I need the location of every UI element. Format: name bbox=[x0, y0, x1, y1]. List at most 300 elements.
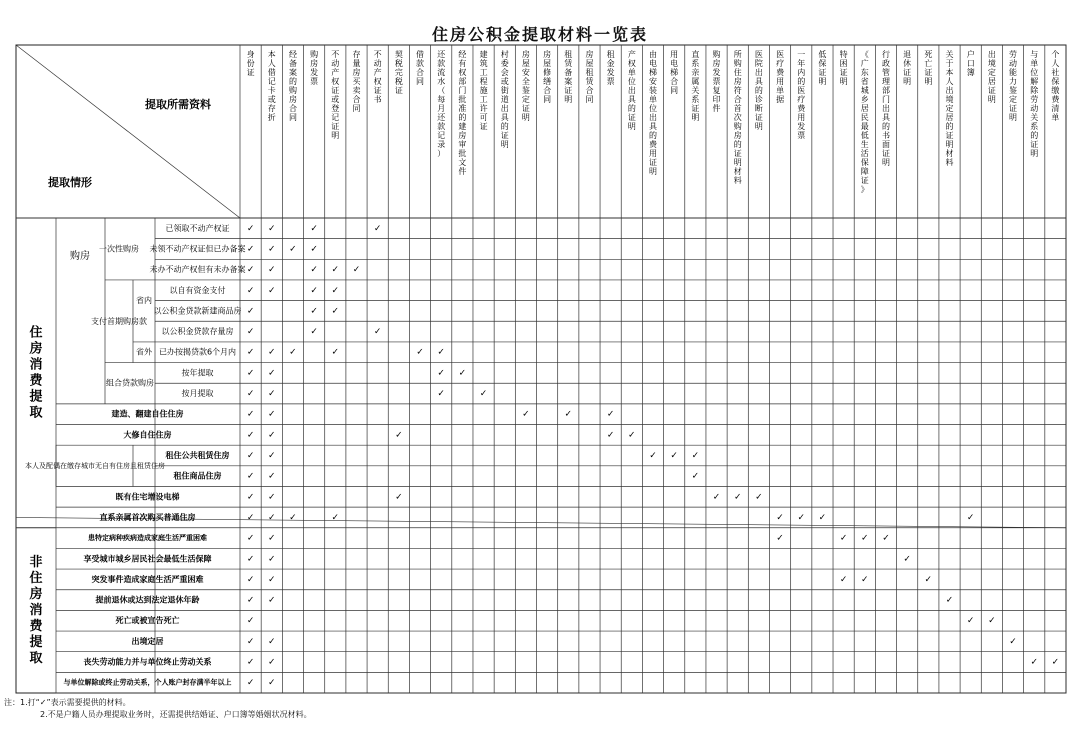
column-header-char: 修 bbox=[543, 68, 552, 77]
column-header-char: 会 bbox=[500, 68, 509, 77]
column-header-char: 的 bbox=[754, 86, 763, 95]
column-header-char: 证 bbox=[331, 86, 340, 95]
column-header-char: 定 bbox=[1009, 95, 1018, 104]
column-header-char: 建 bbox=[479, 50, 488, 59]
page-title: 住房公积金提取材料一览表 bbox=[431, 25, 648, 44]
column-header-char: 证 bbox=[1009, 104, 1018, 113]
check-mark: ✓ bbox=[246, 492, 255, 503]
column-header-char: 租 bbox=[606, 50, 615, 59]
check-mark: ✓ bbox=[267, 471, 276, 482]
column-header-char: 同 bbox=[670, 86, 679, 95]
column-header-char: 证 bbox=[564, 86, 573, 95]
column-header-char: 社 bbox=[1051, 68, 1060, 77]
check-mark: ✓ bbox=[246, 636, 255, 647]
check-mark: ✓ bbox=[267, 636, 276, 647]
column-header-char: 东 bbox=[860, 68, 869, 77]
check-mark: ✓ bbox=[691, 471, 700, 482]
check-mark: ✓ bbox=[267, 368, 276, 379]
column-header-char: ） bbox=[437, 149, 446, 158]
column-header-char: 料 bbox=[733, 176, 742, 185]
column-header-char: 施 bbox=[479, 86, 488, 95]
column-header-char: 金 bbox=[606, 59, 615, 68]
column-header-char: 印 bbox=[712, 95, 721, 104]
column-header-char: 休 bbox=[903, 59, 912, 68]
check-mark: ✓ bbox=[289, 347, 297, 358]
column-header-char: 税 bbox=[394, 59, 403, 68]
note-2: 2.不是户籍人员办理提取业务时，还需提供结婚证、户口簿等婚姻状况材料。 bbox=[40, 710, 312, 719]
column-header-char: 房 bbox=[543, 50, 552, 59]
column-header-char: 可 bbox=[479, 113, 488, 122]
check-mark: ✓ bbox=[267, 678, 276, 689]
column-header-char: 购 bbox=[733, 122, 742, 131]
column-header-char: 或 bbox=[331, 95, 340, 104]
column-header-char: 租 bbox=[585, 68, 594, 77]
column-header-char: 购 bbox=[712, 50, 721, 59]
column-header-char: 发 bbox=[606, 68, 615, 77]
column-header-char: 身 bbox=[246, 50, 255, 59]
column-header-char: 不 bbox=[373, 50, 382, 59]
column-header-char: 亡 bbox=[924, 59, 933, 68]
column-header-char: 发 bbox=[797, 122, 806, 131]
column-header-char: 存 bbox=[267, 104, 276, 113]
column-header-char: 材 bbox=[733, 167, 742, 176]
column-header-char: 赁 bbox=[585, 77, 594, 86]
check-mark: ✓ bbox=[755, 492, 763, 503]
column-header-char: 案 bbox=[288, 68, 297, 77]
column-header-char: 卖 bbox=[352, 86, 361, 95]
column-header-char: 明 bbox=[564, 95, 573, 104]
column-header-char: 单 bbox=[649, 95, 657, 104]
check-mark: ✓ bbox=[246, 678, 255, 689]
column-header-char: 活 bbox=[860, 149, 869, 158]
check-mark: ✓ bbox=[267, 244, 276, 255]
check-mark: ✓ bbox=[246, 368, 255, 379]
column-header-char: 明 bbox=[331, 131, 340, 140]
check-mark: ✓ bbox=[267, 574, 276, 585]
column-header-char: 部 bbox=[458, 77, 467, 86]
column-header-char: 医 bbox=[754, 50, 763, 59]
column-header-char: 房 bbox=[458, 131, 467, 140]
row-label: 出境定居 bbox=[131, 636, 164, 646]
column-header-char: 备 bbox=[288, 59, 297, 68]
column-header-char: 同 bbox=[352, 104, 361, 113]
column-header-char: 同 bbox=[288, 113, 297, 122]
check-mark: ✓ bbox=[267, 512, 276, 523]
column-header-char: 证 bbox=[331, 122, 340, 131]
column-header-char: 用 bbox=[797, 113, 806, 122]
column-header-char: 省 bbox=[860, 77, 869, 86]
column-header-char: 》 bbox=[860, 185, 869, 194]
column-header-char: 录 bbox=[437, 140, 446, 149]
column-header-char: 出 bbox=[627, 86, 636, 95]
column-header-char: 合 bbox=[352, 95, 361, 104]
check-mark: ✓ bbox=[437, 347, 445, 358]
check-mark: ✓ bbox=[818, 512, 827, 523]
check-mark: ✓ bbox=[733, 492, 742, 503]
column-header-char: 院 bbox=[754, 59, 763, 68]
row-label: 租住公共租赁住房 bbox=[165, 451, 230, 460]
column-header-char: 单 bbox=[776, 86, 785, 95]
column-header-char: 梯 bbox=[670, 68, 679, 77]
column-header-char: 费 bbox=[776, 68, 785, 77]
column-header-char: 同 bbox=[543, 95, 552, 104]
check-mark: ✓ bbox=[924, 574, 933, 585]
row-label: 已领取不动产权证 bbox=[165, 223, 230, 233]
check-mark: ✓ bbox=[246, 554, 255, 565]
column-header-char: 案 bbox=[564, 77, 573, 86]
column-header-char: 劳 bbox=[1030, 95, 1039, 104]
column-header-char: 低 bbox=[818, 50, 827, 59]
check-mark: ✓ bbox=[246, 223, 255, 234]
column-header-char: 权 bbox=[458, 68, 467, 77]
column-header-char: 的 bbox=[500, 122, 509, 131]
column-header-char: 合 bbox=[733, 95, 742, 104]
column-header-char: 具 bbox=[754, 77, 763, 86]
column-header-char: 证 bbox=[945, 131, 954, 140]
row-label: 死亡或被宣告死亡 bbox=[115, 616, 180, 626]
check-mark: ✓ bbox=[246, 285, 255, 296]
column-header-char: 发 bbox=[310, 68, 319, 77]
column-header-char: 鉴 bbox=[1009, 86, 1018, 95]
column-header-char: 证 bbox=[373, 86, 382, 95]
column-header-char: 人 bbox=[1051, 59, 1060, 68]
row-label: 按月提取 bbox=[181, 389, 214, 399]
column-header-char: 批 bbox=[458, 149, 467, 158]
column-header-char: 诊 bbox=[754, 95, 763, 104]
column-header-char: 借 bbox=[416, 50, 425, 59]
check-mark: ✓ bbox=[564, 409, 573, 420]
column-header-char: 安 bbox=[649, 77, 657, 86]
group-label-combined: 组合贷款购房 bbox=[106, 378, 154, 388]
column-header-char: 系 bbox=[691, 59, 700, 68]
check-mark: ✓ bbox=[246, 533, 255, 544]
check-mark: ✓ bbox=[246, 389, 255, 400]
column-header-char: 门 bbox=[881, 95, 890, 104]
check-mark: ✓ bbox=[966, 616, 975, 627]
column-header-char: 村 bbox=[500, 50, 509, 59]
column-header-char: 记 bbox=[267, 77, 276, 86]
column-header-char: 证 bbox=[903, 68, 912, 77]
check-mark: ✓ bbox=[670, 451, 678, 461]
column-header-char: 存 bbox=[352, 50, 361, 59]
column-header-char: 证 bbox=[987, 86, 996, 95]
check-mark: ✓ bbox=[267, 409, 276, 420]
column-header-char: 证 bbox=[479, 122, 488, 131]
column-header-char: 系 bbox=[1030, 122, 1039, 131]
check-mark: ✓ bbox=[310, 244, 318, 255]
column-header-char: 复 bbox=[712, 86, 721, 95]
check-mark: ✓ bbox=[246, 616, 255, 627]
column-header-char: 的 bbox=[627, 104, 636, 113]
column-header-char: 明 bbox=[903, 77, 912, 86]
column-header-char: 本 bbox=[945, 68, 954, 77]
group-label-buy: 购房 bbox=[70, 250, 90, 262]
column-header-char: 筑 bbox=[479, 59, 488, 68]
column-header-char: 房 bbox=[352, 68, 361, 77]
check-mark: ✓ bbox=[246, 409, 255, 420]
column-header-char: 屋 bbox=[521, 59, 530, 68]
check-mark: ✓ bbox=[712, 492, 721, 503]
check-mark: ✓ bbox=[1009, 636, 1017, 647]
column-header-char: 建 bbox=[458, 122, 467, 131]
column-header-char: 最 bbox=[860, 122, 869, 131]
check-mark: ✓ bbox=[246, 451, 255, 461]
group-label-housing: 取 bbox=[29, 405, 43, 421]
column-header-char: 产 bbox=[627, 50, 636, 59]
check-mark: ✓ bbox=[267, 430, 276, 441]
column-header-char: 生 bbox=[860, 140, 869, 149]
column-header-char: 住 bbox=[733, 68, 742, 77]
column-header-char: 证 bbox=[754, 113, 763, 122]
column-header-char: 门 bbox=[458, 86, 467, 95]
column-header-char: 保 bbox=[1051, 77, 1060, 86]
corner-top-label: 提取所需资料 bbox=[145, 98, 211, 111]
column-header-char: 记 bbox=[437, 131, 446, 140]
check-mark: ✓ bbox=[310, 265, 318, 276]
column-header-char: 合 bbox=[670, 77, 679, 86]
column-header-char: 疗 bbox=[776, 59, 785, 68]
check-mark: ✓ bbox=[331, 347, 340, 358]
check-mark: ✓ bbox=[331, 512, 340, 523]
check-mark: ✓ bbox=[1051, 657, 1060, 668]
column-header-char: 证 bbox=[839, 68, 848, 77]
column-header-char: 动 bbox=[373, 59, 382, 68]
check-mark: ✓ bbox=[395, 430, 403, 441]
column-header-char: 合 bbox=[543, 86, 552, 95]
row-label: 提前退休或达到法定退休年龄 bbox=[95, 595, 200, 605]
group-label-one-time: 一次性购房 bbox=[99, 244, 139, 254]
check-mark: ✓ bbox=[437, 389, 445, 400]
group-label-nonhousing: 提 bbox=[29, 634, 43, 650]
check-mark: ✓ bbox=[416, 347, 424, 358]
column-header-char: 经 bbox=[288, 50, 297, 59]
column-header-char: 街 bbox=[500, 86, 509, 95]
column-header-char: 卡 bbox=[267, 86, 276, 95]
column-header-char: 证 bbox=[1030, 140, 1039, 149]
column-header-char: 书 bbox=[881, 131, 890, 140]
column-header-char: 份 bbox=[246, 59, 255, 68]
column-header-char: 水 bbox=[437, 77, 446, 86]
check-mark: ✓ bbox=[628, 430, 636, 441]
column-header-char: 合 bbox=[585, 86, 594, 95]
row-label: 丧失劳动能力并与单位终止劳动关系 bbox=[83, 657, 212, 667]
column-header-char: 单 bbox=[1051, 113, 1060, 122]
row-label: 突发事件造成家庭生活严重困难 bbox=[91, 574, 204, 584]
column-header-char: 房 bbox=[733, 131, 742, 140]
column-header-char: 买 bbox=[352, 77, 361, 86]
column-header-char: 关 bbox=[945, 50, 954, 59]
column-header-char: 有 bbox=[458, 59, 467, 68]
group-label-nonhousing: 取 bbox=[29, 650, 43, 666]
column-header-char: 批 bbox=[458, 95, 467, 104]
corner-bottom-label: 提取情形 bbox=[48, 176, 92, 189]
column-header-char: 款 bbox=[437, 122, 446, 131]
row-label: 按年提取 bbox=[181, 368, 214, 378]
column-header-char: 用 bbox=[649, 149, 657, 158]
column-header-char: 的 bbox=[288, 77, 297, 86]
column-header-char: 还 bbox=[437, 50, 446, 59]
column-header-char: 赁 bbox=[564, 59, 573, 68]
column-header-char: 费 bbox=[1051, 95, 1060, 104]
row-label: 建造、翻建自住住房 bbox=[111, 409, 184, 419]
column-header-char: 的 bbox=[649, 131, 657, 140]
column-header-char: 证 bbox=[521, 104, 530, 113]
column-header-char: 购 bbox=[310, 50, 319, 59]
column-header-char: 口 bbox=[966, 59, 975, 68]
check-mark: ✓ bbox=[267, 389, 276, 400]
check-mark: ✓ bbox=[246, 347, 255, 358]
column-header-char: 同 bbox=[585, 95, 594, 104]
row-label: 租住商品住房 bbox=[173, 471, 222, 481]
column-header-char: 道 bbox=[500, 95, 509, 104]
column-header-char: （ bbox=[437, 86, 446, 95]
column-header-char: 广 bbox=[860, 59, 869, 68]
column-header-char: 医 bbox=[776, 50, 785, 59]
group-label-housing: 消 bbox=[29, 357, 43, 373]
column-header-char: 工 bbox=[479, 95, 488, 104]
column-header-char: 费 bbox=[797, 104, 806, 113]
column-header-char: 行 bbox=[881, 50, 890, 59]
check-mark: ✓ bbox=[479, 389, 488, 400]
column-header-char: 发 bbox=[712, 68, 721, 77]
check-mark: ✓ bbox=[267, 554, 276, 565]
column-header-char: 人 bbox=[267, 59, 276, 68]
column-header-char: 证 bbox=[691, 104, 700, 113]
row-label: 以自有资金支付 bbox=[169, 285, 226, 295]
column-header-char: 一 bbox=[797, 50, 806, 59]
column-header-char: 折 bbox=[267, 113, 276, 122]
row-label: 大修自住住房 bbox=[123, 430, 172, 440]
column-header-char: 文 bbox=[458, 158, 467, 167]
column-header-char: 劳 bbox=[1009, 50, 1018, 59]
column-header-char: 出 bbox=[881, 104, 890, 113]
column-header-char: 《 bbox=[860, 50, 869, 59]
column-header-char: 完 bbox=[394, 68, 403, 77]
column-header-char: 民 bbox=[860, 113, 869, 122]
group-label-province-in: 省内 bbox=[136, 296, 152, 306]
column-header-char: 料 bbox=[945, 158, 954, 167]
column-header-char: 证 bbox=[246, 68, 255, 77]
check-mark: ✓ bbox=[246, 595, 255, 606]
column-header-char: 境 bbox=[945, 95, 954, 104]
column-header-char: 保 bbox=[818, 59, 827, 68]
row-label: 未领不动产权证但已办备案 bbox=[149, 244, 246, 254]
row-label: 未办不动产权但有未办备案 bbox=[149, 265, 246, 275]
column-header-char: 关 bbox=[691, 86, 700, 95]
column-header-char: 税 bbox=[394, 77, 403, 86]
column-header-char: 位 bbox=[649, 104, 657, 113]
check-mark: ✓ bbox=[797, 512, 806, 523]
column-header-char: 每 bbox=[437, 95, 446, 104]
column-header-char: 明 bbox=[839, 77, 848, 86]
check-mark: ✓ bbox=[903, 554, 911, 565]
check-mark: ✓ bbox=[945, 595, 954, 606]
column-header-char: 单 bbox=[627, 68, 636, 77]
check-mark: ✓ bbox=[246, 244, 255, 255]
column-header-char: 乡 bbox=[860, 95, 869, 104]
group-label-nonhousing: 费 bbox=[29, 618, 43, 634]
column-header-char: 票 bbox=[606, 77, 615, 86]
check-mark: ✓ bbox=[839, 574, 848, 585]
column-header-char: 缴 bbox=[1051, 86, 1060, 95]
column-header-char: 合 bbox=[288, 104, 297, 113]
column-header-char: 借 bbox=[267, 68, 276, 77]
column-header-char: 力 bbox=[1009, 77, 1018, 86]
corner-diagonal bbox=[16, 45, 240, 218]
check-mark: ✓ bbox=[267, 347, 276, 358]
group-label-housing: 房 bbox=[29, 341, 43, 357]
row-label: 已办按揭贷款6个月内 bbox=[158, 347, 237, 357]
group-label-housing: 住 bbox=[29, 325, 43, 341]
check-mark: ✓ bbox=[267, 595, 276, 606]
column-header-char: 件 bbox=[712, 104, 721, 113]
check-mark: ✓ bbox=[606, 409, 615, 420]
column-header-char: 疗 bbox=[797, 95, 806, 104]
column-header-char: 明 bbox=[818, 77, 827, 86]
group-label-nonhousing: 消 bbox=[29, 602, 43, 618]
check-mark: ✓ bbox=[246, 306, 255, 317]
column-header-char: 购 bbox=[733, 59, 742, 68]
column-header-char: 审 bbox=[458, 140, 467, 149]
column-header-char: 或 bbox=[267, 95, 276, 104]
column-header-char: 的 bbox=[458, 113, 467, 122]
check-mark: ✓ bbox=[310, 223, 318, 234]
column-header-char: 出 bbox=[945, 86, 954, 95]
check-mark: ✓ bbox=[373, 327, 382, 338]
column-header-char: 解 bbox=[1030, 77, 1039, 86]
column-header-char: 位 bbox=[627, 77, 636, 86]
column-header-char: 出 bbox=[649, 113, 657, 122]
column-header-char: 居 bbox=[945, 113, 954, 122]
column-header-char: 委 bbox=[500, 59, 509, 68]
column-header-char: 出 bbox=[500, 104, 509, 113]
column-header-char: 于 bbox=[945, 59, 954, 68]
column-header-char: 直 bbox=[691, 50, 700, 59]
group-label-nonhousing: 房 bbox=[29, 586, 43, 602]
column-header-char: 由 bbox=[649, 50, 657, 59]
column-header-char: 工 bbox=[479, 68, 488, 77]
check-mark: ✓ bbox=[246, 327, 255, 338]
column-header-char: 与 bbox=[1030, 50, 1039, 59]
column-header-char: 房 bbox=[521, 50, 530, 59]
column-header-char: 契 bbox=[394, 50, 403, 59]
column-header-char: 具 bbox=[881, 113, 890, 122]
check-mark: ✓ bbox=[861, 533, 869, 544]
column-header-char: 动 bbox=[331, 59, 340, 68]
column-header-char: 动 bbox=[1009, 59, 1018, 68]
column-header-char: 动 bbox=[1030, 104, 1039, 113]
column-header-char: 保 bbox=[860, 158, 869, 167]
column-header-char: 据 bbox=[776, 95, 785, 104]
column-header-char: 流 bbox=[437, 68, 446, 77]
column-header-char: 装 bbox=[649, 86, 657, 95]
column-header-char: 明 bbox=[1009, 113, 1018, 122]
group-label-province-out: 省外 bbox=[136, 347, 152, 357]
column-header-char: 件 bbox=[458, 167, 467, 176]
column-header-char: 关 bbox=[1030, 113, 1039, 122]
column-header-char: 政 bbox=[881, 59, 890, 68]
check-mark: ✓ bbox=[606, 430, 615, 441]
column-header-char: 定 bbox=[521, 95, 530, 104]
column-header-char: 境 bbox=[987, 59, 996, 68]
check-mark: ✓ bbox=[522, 409, 530, 420]
column-header-char: 明 bbox=[521, 113, 530, 122]
column-header-char: 的 bbox=[733, 140, 742, 149]
column-header-char: 内 bbox=[797, 68, 806, 77]
column-header-char: 书 bbox=[373, 95, 382, 104]
check-mark: ✓ bbox=[861, 574, 869, 585]
column-header-char: 月 bbox=[437, 104, 446, 113]
